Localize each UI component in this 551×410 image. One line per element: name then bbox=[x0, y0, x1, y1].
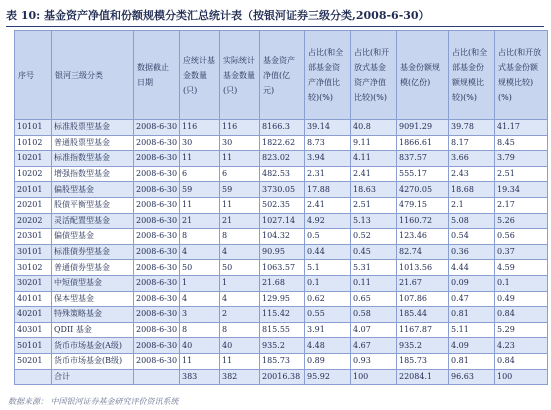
table-cell: 50201 bbox=[15, 353, 52, 369]
table-cell: 0.52 bbox=[351, 229, 397, 245]
table-cell: 4270.05 bbox=[397, 182, 449, 198]
table-cell: 2008-6-30 bbox=[134, 151, 180, 167]
table-cell: 0.36 bbox=[449, 244, 495, 260]
table-cell: 30102 bbox=[15, 260, 52, 276]
table-cell: 4.07 bbox=[351, 322, 397, 338]
table-cell: 17.88 bbox=[305, 182, 351, 198]
table-cell: 偏债型基金 bbox=[52, 229, 134, 245]
table-cell: 6 bbox=[220, 166, 260, 182]
table-cell: 2 bbox=[220, 307, 260, 323]
table-cell: 11 bbox=[220, 151, 260, 167]
table-cell: 40101 bbox=[15, 291, 52, 307]
table-cell: 5.31 bbox=[351, 260, 397, 276]
table-cell: 39.14 bbox=[305, 120, 351, 136]
table-cell: 0.65 bbox=[351, 291, 397, 307]
table-cell: 保本型基金 bbox=[52, 291, 134, 307]
table-cell: 59 bbox=[180, 182, 220, 198]
column-header: 占比(和全部基金资产净值比较)(%) bbox=[305, 31, 351, 120]
table-cell: 1013.56 bbox=[397, 260, 449, 276]
table-cell: 383 bbox=[180, 369, 220, 385]
table-cell: 100 bbox=[351, 369, 397, 385]
table-cell: 偏股型基金 bbox=[52, 182, 134, 198]
table-cell: 8.17 bbox=[449, 135, 495, 151]
table-row bbox=[15, 151, 548, 167]
table-cell: 0.89 bbox=[305, 353, 351, 369]
column-header: 占比(和全部基金份额规模比较)(%) bbox=[449, 31, 495, 120]
table-cell: 4.59 bbox=[495, 260, 548, 276]
table-cell: 2008-6-30 bbox=[134, 260, 180, 276]
table-cell: 3730.05 bbox=[260, 182, 305, 198]
table-cell: 合计 bbox=[52, 369, 134, 385]
table-cell: 4.11 bbox=[351, 151, 397, 167]
table-cell: 2008-6-30 bbox=[134, 291, 180, 307]
table-cell: 11 bbox=[180, 197, 220, 213]
table-cell: 5.11 bbox=[449, 322, 495, 338]
column-header: 基金份额规模(亿份) bbox=[397, 31, 449, 120]
table-cell: 21.68 bbox=[260, 275, 305, 291]
table-cell: 2008-6-30 bbox=[134, 353, 180, 369]
data-source-note: 数据来源： 中国银河证券基金研究评价资讯系统 bbox=[8, 397, 179, 406]
table-cell: 标准股票型基金 bbox=[52, 120, 134, 136]
table-cell: 5.08 bbox=[449, 213, 495, 229]
table-row bbox=[15, 213, 548, 229]
table-cell: 中短债型基金 bbox=[52, 275, 134, 291]
table-cell: 0.44 bbox=[305, 244, 351, 260]
table-cell: 0.62 bbox=[305, 291, 351, 307]
table-cell: 0.1 bbox=[305, 275, 351, 291]
table-cell: 3.79 bbox=[495, 151, 548, 167]
column-header: 应统计基金数量(只) bbox=[180, 31, 220, 120]
table-cell: 增强指数型基金 bbox=[52, 166, 134, 182]
table-cell: 0.1 bbox=[495, 275, 548, 291]
table-cell: 8 bbox=[220, 322, 260, 338]
table-cell: 0.93 bbox=[351, 353, 397, 369]
table-cell: 4.44 bbox=[449, 260, 495, 276]
table-cell: 2008-6-30 bbox=[134, 275, 180, 291]
table-cell: 0.49 bbox=[495, 291, 548, 307]
table-cell: 2.1 bbox=[449, 197, 495, 213]
column-header: 基金资产净值(亿元) bbox=[260, 31, 305, 120]
table-cell: 4 bbox=[220, 244, 260, 260]
table-cell: 116 bbox=[180, 120, 220, 136]
table-cell: 18.68 bbox=[449, 182, 495, 198]
table-cell: 5.13 bbox=[351, 213, 397, 229]
table-cell: 107.86 bbox=[397, 291, 449, 307]
table-cell: 479.15 bbox=[397, 197, 449, 213]
table-cell: 30 bbox=[180, 135, 220, 151]
table-cell: 837.57 bbox=[397, 151, 449, 167]
table-cell: 823.02 bbox=[260, 151, 305, 167]
table-cell: 0.37 bbox=[495, 244, 548, 260]
table-cell: 0.81 bbox=[449, 307, 495, 323]
column-header: 序号 bbox=[15, 31, 52, 120]
table-cell: 100 bbox=[495, 369, 548, 385]
table-cell: 20202 bbox=[15, 213, 52, 229]
table-row bbox=[15, 135, 548, 151]
table-cell: 20301 bbox=[15, 229, 52, 245]
table-cell: 0.84 bbox=[495, 307, 548, 323]
table-cell: 104.32 bbox=[260, 229, 305, 245]
table-cell: 123.46 bbox=[397, 229, 449, 245]
table-cell: 90.95 bbox=[260, 244, 305, 260]
table-cell: 0.54 bbox=[449, 229, 495, 245]
table-row bbox=[15, 307, 548, 323]
table-cell: 3.66 bbox=[449, 151, 495, 167]
table-cell: 382 bbox=[220, 369, 260, 385]
table-cell: 815.55 bbox=[260, 322, 305, 338]
table-cell: 18.63 bbox=[351, 182, 397, 198]
table-cell: 185.73 bbox=[397, 353, 449, 369]
table-cell: 21.67 bbox=[397, 275, 449, 291]
column-header: 占比(和开放式基金份额规模比较)(%) bbox=[495, 31, 548, 120]
fund-summary-table bbox=[14, 30, 548, 385]
table-cell: 50 bbox=[180, 260, 220, 276]
table-cell: 11 bbox=[180, 353, 220, 369]
column-header: 数据截止日期 bbox=[134, 31, 180, 120]
table-cell: 标准债券型基金 bbox=[52, 244, 134, 260]
table-cell: 50101 bbox=[15, 338, 52, 354]
table-cell: 2008-6-30 bbox=[134, 213, 180, 229]
table-row bbox=[15, 197, 548, 213]
title-divider bbox=[6, 26, 544, 27]
table-cell: 8166.3 bbox=[260, 120, 305, 136]
table-cell: 0.45 bbox=[351, 244, 397, 260]
table-cell: 30201 bbox=[15, 275, 52, 291]
table-cell: 4.09 bbox=[449, 338, 495, 354]
table-cell: 4.67 bbox=[351, 338, 397, 354]
table-cell: 2.31 bbox=[305, 166, 351, 182]
table-cell: 股债平衡型基金 bbox=[52, 197, 134, 213]
column-header: 实际统计基金数量(只) bbox=[220, 31, 260, 120]
table-cell: 11 bbox=[180, 151, 220, 167]
table-cell: 0.56 bbox=[495, 229, 548, 245]
table-cell: 6 bbox=[180, 166, 220, 182]
table-row bbox=[15, 275, 548, 291]
table-row bbox=[15, 120, 548, 136]
table-cell: QDII 基金 bbox=[52, 322, 134, 338]
table-row bbox=[15, 244, 548, 260]
table-cell: 普通债券型基金 bbox=[52, 260, 134, 276]
table-cell: 935.2 bbox=[397, 338, 449, 354]
table-cell: 货币市场基金(B级) bbox=[52, 353, 134, 369]
table-cell: 1027.14 bbox=[260, 213, 305, 229]
table-cell: 5.26 bbox=[495, 213, 548, 229]
table-cell: 96.63 bbox=[449, 369, 495, 385]
table-cell: 标准指数型基金 bbox=[52, 151, 134, 167]
table-cell: 5.1 bbox=[305, 260, 351, 276]
table-cell: 1167.87 bbox=[397, 322, 449, 338]
table-cell: 灵活配置型基金 bbox=[52, 213, 134, 229]
table-cell: 10202 bbox=[15, 166, 52, 182]
table-cell: 59 bbox=[220, 182, 260, 198]
table-cell: 11 bbox=[220, 353, 260, 369]
table-cell: 50 bbox=[220, 260, 260, 276]
table-cell: 2008-6-30 bbox=[134, 322, 180, 338]
table-row bbox=[15, 322, 548, 338]
table-cell: 2008-6-30 bbox=[134, 182, 180, 198]
table-cell: 2.51 bbox=[351, 197, 397, 213]
column-header: 占比(和开放式基金资产净值比较)(%) bbox=[351, 31, 397, 120]
table-row bbox=[15, 182, 548, 198]
table-cell: 4 bbox=[180, 244, 220, 260]
table-cell: 0.84 bbox=[495, 353, 548, 369]
table-cell: 115.42 bbox=[260, 307, 305, 323]
table-row bbox=[15, 291, 548, 307]
table-cell bbox=[134, 369, 180, 385]
table-cell: 19.34 bbox=[495, 182, 548, 198]
table-cell: 2008-6-30 bbox=[134, 229, 180, 245]
table-header bbox=[15, 31, 548, 120]
table-cell: 0.58 bbox=[351, 307, 397, 323]
table-cell: 8 bbox=[220, 229, 260, 245]
table-cell: 1 bbox=[180, 275, 220, 291]
table-cell: 40 bbox=[220, 338, 260, 354]
table-cell: 20016.38 bbox=[260, 369, 305, 385]
table-cell: 3 bbox=[180, 307, 220, 323]
table-cell: 9091.29 bbox=[397, 120, 449, 136]
table-cell: 10101 bbox=[15, 120, 52, 136]
table-cell: 40.8 bbox=[351, 120, 397, 136]
table-cell: 9.11 bbox=[351, 135, 397, 151]
table-cell: 0.55 bbox=[305, 307, 351, 323]
table-cell: 2008-6-30 bbox=[134, 166, 180, 182]
table-cell: 2.41 bbox=[351, 166, 397, 182]
table-cell: 1063.57 bbox=[260, 260, 305, 276]
table-cell: 2008-6-30 bbox=[134, 244, 180, 260]
table-cell: 2.41 bbox=[305, 197, 351, 213]
table-cell: 4.48 bbox=[305, 338, 351, 354]
table-cell: 3.94 bbox=[305, 151, 351, 167]
table-cell: 20201 bbox=[15, 197, 52, 213]
table-row bbox=[15, 229, 548, 245]
table-cell bbox=[15, 369, 52, 385]
table-cell: 502.35 bbox=[260, 197, 305, 213]
column-header: 银河三级分类 bbox=[52, 31, 134, 120]
table-cell: 40 bbox=[180, 338, 220, 354]
table-cell: 1822.62 bbox=[260, 135, 305, 151]
table-cell: 8.45 bbox=[495, 135, 548, 151]
table-cell: 货币市场基金(A级) bbox=[52, 338, 134, 354]
table-body bbox=[15, 120, 548, 385]
table-cell: 185.73 bbox=[260, 353, 305, 369]
table-cell: 4 bbox=[180, 291, 220, 307]
table-cell: 1 bbox=[220, 275, 260, 291]
table-cell: 555.17 bbox=[397, 166, 449, 182]
table-row bbox=[15, 353, 548, 369]
table-row bbox=[15, 260, 548, 276]
table-cell: 8.73 bbox=[305, 135, 351, 151]
table-cell: 935.2 bbox=[260, 338, 305, 354]
table-cell: 0.81 bbox=[449, 353, 495, 369]
table-cell: 116 bbox=[220, 120, 260, 136]
table-cell: 30 bbox=[220, 135, 260, 151]
table-cell: 2.51 bbox=[495, 166, 548, 182]
table-cell: 0.09 bbox=[449, 275, 495, 291]
table-cell: 40201 bbox=[15, 307, 52, 323]
table-cell: 41.17 bbox=[495, 120, 548, 136]
total-row bbox=[15, 369, 548, 385]
table-cell: 22084.1 bbox=[397, 369, 449, 385]
table-row bbox=[15, 166, 548, 182]
table-cell: 129.95 bbox=[260, 291, 305, 307]
table-cell: 3.91 bbox=[305, 322, 351, 338]
table-cell: 21 bbox=[180, 213, 220, 229]
table-cell: 482.53 bbox=[260, 166, 305, 182]
table-cell: 4 bbox=[220, 291, 260, 307]
table-cell: 0.11 bbox=[351, 275, 397, 291]
table-cell: 4.23 bbox=[495, 338, 548, 354]
table-row bbox=[15, 338, 548, 354]
table-cell: 8 bbox=[180, 322, 220, 338]
table-cell: 4.92 bbox=[305, 213, 351, 229]
table-cell: 21 bbox=[220, 213, 260, 229]
table-cell: 2008-6-30 bbox=[134, 338, 180, 354]
table-cell: 82.74 bbox=[397, 244, 449, 260]
table-cell: 95.92 bbox=[305, 369, 351, 385]
table-cell: 1866.61 bbox=[397, 135, 449, 151]
table-cell: 2008-6-30 bbox=[134, 120, 180, 136]
table-cell: 5.29 bbox=[495, 322, 548, 338]
table-cell: 普通股票型基金 bbox=[52, 135, 134, 151]
table-cell: 2008-6-30 bbox=[134, 135, 180, 151]
table-cell: 10102 bbox=[15, 135, 52, 151]
table-cell: 2008-6-30 bbox=[134, 307, 180, 323]
table-cell: 10201 bbox=[15, 151, 52, 167]
table-cell: 185.44 bbox=[397, 307, 449, 323]
table-cell: 2008-6-30 bbox=[134, 197, 180, 213]
table-cell: 0.47 bbox=[449, 291, 495, 307]
table-cell: 特殊策略基金 bbox=[52, 307, 134, 323]
table-cell: 40301 bbox=[15, 322, 52, 338]
table-cell: 2.17 bbox=[495, 197, 548, 213]
table-cell: 30101 bbox=[15, 244, 52, 260]
table-cell: 8 bbox=[180, 229, 220, 245]
table-cell: 1160.72 bbox=[397, 213, 449, 229]
table-cell: 20101 bbox=[15, 182, 52, 198]
table-cell: 0.5 bbox=[305, 229, 351, 245]
table-cell: 2.43 bbox=[449, 166, 495, 182]
table-cell: 11 bbox=[220, 197, 260, 213]
table-cell: 39.78 bbox=[449, 120, 495, 136]
page-title: 表 10: 基金资产净值和份额规模分类汇总统计表（按银河证券三级分类,2008-6-30） bbox=[6, 9, 430, 22]
